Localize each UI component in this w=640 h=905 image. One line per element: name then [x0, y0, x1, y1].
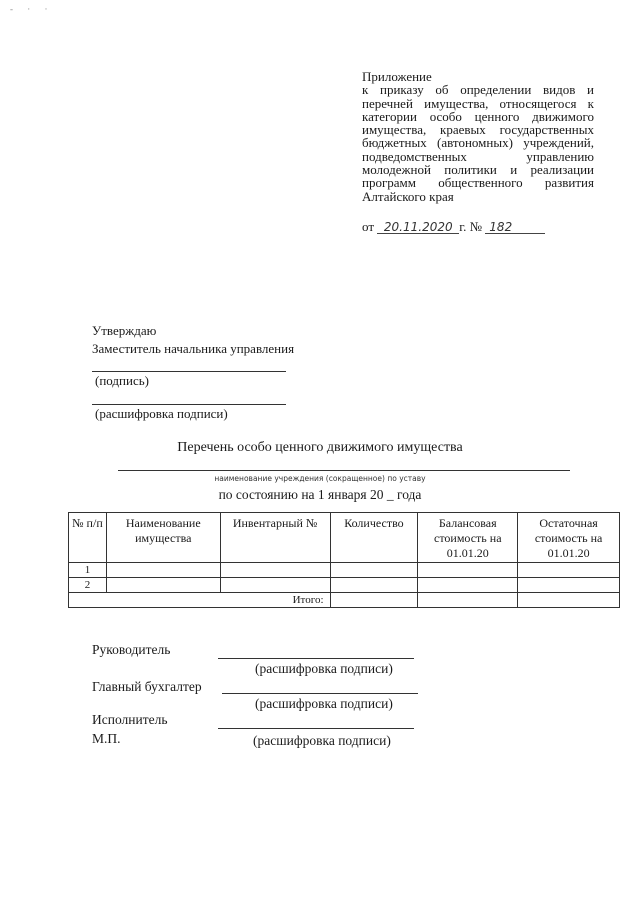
row-number: 1: [69, 563, 107, 578]
institution-caption: наименование учреждения (сокращенное) по уставу: [214, 474, 426, 483]
as-of-date: по состоянию на 1 января 20 _ года: [218, 487, 422, 502]
assets-table: [68, 512, 620, 608]
table-row: [69, 578, 620, 593]
total-row: [69, 593, 620, 608]
header-name: Наименование имущества: [106, 513, 220, 563]
approve-word: Утверждаю: [92, 323, 157, 338]
table-row: [69, 563, 620, 578]
institution-line: [118, 470, 570, 471]
row-number: 2: [69, 578, 107, 593]
header-residual: Остаточная стоимость на 01.01.20: [518, 513, 620, 563]
executor-signature-line: [218, 728, 414, 729]
head-label: Руководитель: [92, 642, 171, 657]
appendix-text: к приказу об определении видов и перечней имущества, относящегося к категории особо ценного движимого имущества, краевых государственных бюджетных (автономных) учреждений, подведомственных управлению молодежной политики и реализации программ общественного развития Алтайского края: [362, 82, 594, 204]
chief-accountant-decode-caption: (расшифровка подписи): [255, 696, 393, 711]
approval-block: [92, 322, 294, 358]
executor-decode-caption: (расшифровка подписи): [253, 733, 391, 748]
table-cell: [106, 563, 220, 578]
list-title: Перечень особо ценного движимого имущества: [177, 440, 463, 455]
decode-line: [92, 404, 286, 405]
table-cell: [518, 593, 620, 608]
chief-accountant-signature-line: [222, 693, 418, 694]
table-cell: [220, 578, 330, 593]
table-cell: [330, 593, 418, 608]
decode-caption: (расшифровка подписи): [95, 406, 228, 421]
table-cell: [418, 563, 518, 578]
table-cell: [330, 578, 418, 593]
handwritten-number: 182: [485, 221, 545, 234]
chief-accountant-label: Главный бухгалтер: [92, 679, 202, 694]
table-cell: [418, 578, 518, 593]
table-header-row: [69, 513, 620, 563]
header-quantity: Количество: [330, 513, 418, 563]
table-cell: [518, 563, 620, 578]
table-cell: [518, 578, 620, 593]
head-decode-caption: (расшифровка подписи): [255, 661, 393, 676]
scan-specks: - · ·: [10, 4, 54, 14]
table-cell: [330, 563, 418, 578]
appendix-block: [362, 70, 594, 203]
handwritten-date: 20.11.2020: [377, 221, 459, 234]
table-cell: [106, 578, 220, 593]
header-number: № п/п: [69, 513, 107, 563]
total-label: Итого:: [69, 593, 331, 608]
year-number-label: г. №: [459, 219, 483, 234]
table-cell: [418, 593, 518, 608]
head-signature-line: [218, 658, 414, 659]
executor-label: Исполнитель: [92, 712, 168, 727]
header-inventory: Инвентарный №: [220, 513, 330, 563]
signature-line: [92, 371, 286, 372]
approver-position: Заместитель начальника управления: [92, 341, 295, 356]
order-date-number: [362, 219, 545, 235]
from-label: от: [362, 219, 375, 234]
table-cell: [220, 563, 330, 578]
stamp-label: М.П.: [92, 731, 121, 746]
signature-caption: (подпись): [95, 373, 149, 388]
appendix-title: Приложение: [362, 69, 432, 84]
header-balance: Балансовая стоимость на 01.01.20: [418, 513, 518, 563]
